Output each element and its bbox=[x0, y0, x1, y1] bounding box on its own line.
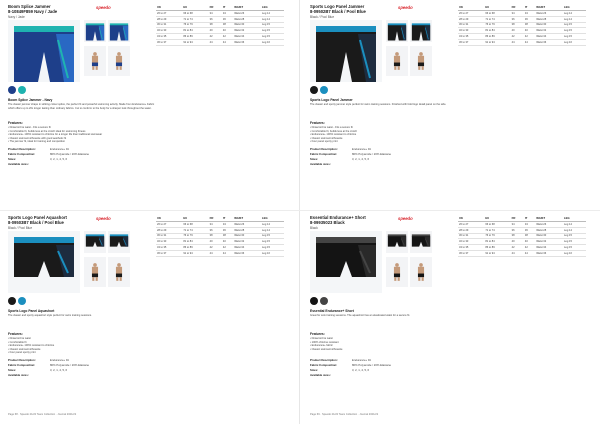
table-cell: 42 bbox=[222, 34, 233, 40]
table-cell: 91 to 94 bbox=[484, 250, 510, 256]
table-cell: Waist 26 bbox=[233, 11, 261, 17]
table-cell: 40 bbox=[511, 28, 524, 34]
color-swatch-primary bbox=[310, 86, 318, 94]
table-cell: Leg 15 bbox=[261, 239, 284, 245]
detail-label: Product Description: bbox=[8, 147, 36, 151]
table-cell: 40 bbox=[209, 239, 222, 245]
table-cell: Waist 30 bbox=[535, 22, 563, 28]
product-title: Boom Splice Jammer 8-10849F859 Navy / Jade bbox=[8, 4, 58, 14]
size-table-heading: EU bbox=[484, 215, 510, 222]
table-cell: 40 bbox=[524, 239, 535, 245]
table-cell: Waist 36 bbox=[233, 39, 261, 45]
table-cell: 66 to 68 bbox=[484, 11, 510, 17]
table-cell: 42 bbox=[511, 245, 524, 251]
table-cell: Waist 28 bbox=[233, 16, 261, 22]
product-panel bbox=[308, 215, 598, 415]
table-cell: 44 bbox=[222, 39, 233, 45]
thumbnail-garment bbox=[84, 20, 106, 42]
detail-label: Sizes: bbox=[8, 368, 17, 372]
size-table-heading: EU bbox=[182, 4, 208, 11]
detail-label: Product Description: bbox=[310, 358, 338, 362]
feature-item: • Drawcord tie waist - Fits a secure fit bbox=[310, 126, 353, 129]
table-cell: 38 bbox=[209, 233, 222, 239]
color-swatch-accent bbox=[18, 86, 26, 94]
table-cell: 34 to 35 bbox=[458, 245, 484, 251]
table-cell: 38 bbox=[511, 22, 524, 28]
table-cell: Waist 34 bbox=[535, 245, 563, 251]
table-cell: 38 bbox=[209, 22, 222, 28]
thumbnail-group bbox=[386, 20, 432, 80]
table-cell: 32 to 33 bbox=[458, 239, 484, 245]
feature-item: • Endurance+ 100% resistant to chlorine for a longer life than traditional swimwear bbox=[8, 133, 103, 136]
table-cell: Waist 26 bbox=[535, 11, 563, 17]
table-cell: 44 bbox=[524, 250, 535, 256]
page-spread-divider bbox=[299, 0, 300, 424]
thumbnail-garment bbox=[410, 231, 432, 253]
table-cell: 38 bbox=[222, 233, 233, 239]
thumbnail-model bbox=[410, 46, 432, 76]
detail-value: 3, 2, 1, 4, 5, 6 bbox=[50, 368, 68, 372]
detail-label: Available sizes: bbox=[310, 162, 331, 166]
feature-item: • Four panel sporty print bbox=[8, 351, 36, 354]
table-cell: 34 bbox=[222, 11, 233, 17]
table-cell: Waist 30 bbox=[535, 233, 563, 239]
table-cell: 38 bbox=[524, 22, 535, 28]
size-table-heading: LEG bbox=[261, 215, 284, 222]
table-cell: 34 bbox=[222, 222, 233, 228]
table-cell: 91 to 94 bbox=[182, 250, 208, 256]
table-cell: 71 to 74 bbox=[182, 16, 208, 22]
table-cell: Leg 15 bbox=[563, 245, 586, 251]
size-table-heading: IT bbox=[524, 215, 535, 222]
size-table-heading: FR bbox=[209, 4, 222, 11]
size-table-heading: FR bbox=[209, 215, 222, 222]
detail-value: 80% Polyamide / 20% Elastane bbox=[352, 363, 392, 367]
table-cell: 34 bbox=[511, 222, 524, 228]
table-cell: Waist 32 bbox=[535, 239, 563, 245]
feature-item: • 100% chlorine resistant bbox=[310, 340, 339, 344]
table-cell: Leg 14 bbox=[563, 11, 586, 17]
features-list bbox=[310, 337, 460, 351]
table-cell: 36 bbox=[524, 227, 535, 233]
table-cell: Waist 34 bbox=[233, 245, 261, 251]
table-cell: 40 bbox=[511, 239, 524, 245]
size-table bbox=[156, 4, 284, 46]
table-cell: 40 bbox=[524, 28, 535, 34]
table-cell: 81 to 84 bbox=[484, 239, 510, 245]
size-table-heading: LEG bbox=[563, 4, 586, 11]
table-cell: 44 bbox=[511, 39, 524, 45]
table-cell: 71 to 74 bbox=[484, 16, 510, 22]
size-table-heading: UK bbox=[458, 4, 484, 11]
table-cell: 30 to 31 bbox=[156, 22, 182, 28]
detail-label: Available sizes: bbox=[310, 373, 331, 377]
table-cell: Waist 32 bbox=[233, 28, 261, 34]
table-cell: 34 bbox=[524, 11, 535, 17]
table-cell: 91 to 94 bbox=[182, 39, 208, 45]
table-cell: Waist 36 bbox=[233, 250, 261, 256]
table-cell: Leg 15 bbox=[261, 34, 284, 40]
size-table bbox=[458, 215, 586, 257]
table-cell: 26 to 27 bbox=[156, 11, 182, 17]
features-list bbox=[8, 126, 158, 144]
description-heading: Essential Endurance+ Short bbox=[310, 309, 354, 313]
table-cell: 86 to 89 bbox=[484, 245, 510, 251]
table-cell: 76 to 79 bbox=[182, 233, 208, 239]
table-cell: 86 to 89 bbox=[182, 245, 208, 251]
table-cell: Leg 16 bbox=[563, 250, 586, 256]
table-cell: 40 bbox=[209, 28, 222, 34]
page-footer-right: Page 69 · Speedo 21/22 Team Collection · Journal 2021/22 bbox=[310, 413, 379, 416]
table-cell: 36 to 37 bbox=[156, 39, 182, 45]
table-cell: 42 bbox=[209, 245, 222, 251]
table-cell: 42 bbox=[511, 34, 524, 40]
table-cell: Leg 15 bbox=[261, 233, 284, 239]
table-cell: 30 to 31 bbox=[458, 22, 484, 28]
size-table-heading: WAIST bbox=[233, 215, 261, 222]
table-cell: 76 to 79 bbox=[182, 22, 208, 28]
features-list bbox=[8, 337, 158, 355]
table-cell: 71 to 74 bbox=[182, 227, 208, 233]
color-swatch-accent bbox=[320, 86, 328, 94]
table-cell: Leg 15 bbox=[261, 245, 284, 251]
product-colorway: Black / Pool Blue bbox=[310, 15, 335, 19]
thumbnail-model bbox=[84, 257, 106, 287]
detail-row bbox=[310, 373, 460, 378]
product-title: Sports Logo Panel Aquashort 8-09503B7 Black / Pool Blue bbox=[8, 215, 67, 225]
brand-logo: speedo bbox=[398, 5, 413, 10]
table-cell: 44 bbox=[209, 39, 222, 45]
detail-label: Fabric Composition: bbox=[310, 152, 338, 156]
table-cell: 34 bbox=[209, 222, 222, 228]
table-cell: 44 bbox=[511, 250, 524, 256]
thumbnail-garment bbox=[386, 231, 408, 253]
product-details bbox=[310, 147, 460, 167]
brand-logo: speedo bbox=[398, 216, 413, 221]
product-title: Sports Logo Panel Jammer 8-09502B7 Black / Pool Blue bbox=[310, 4, 366, 14]
description-text: Great for solo training sessions. The aquashort has an elasticated waist for a secure fit. bbox=[310, 314, 411, 317]
table-cell: 76 to 79 bbox=[484, 22, 510, 28]
size-table-heading: EU bbox=[484, 4, 510, 11]
brand-logo: speedo bbox=[96, 216, 111, 221]
color-swatch-accent bbox=[18, 297, 26, 305]
table-cell: Waist 32 bbox=[233, 239, 261, 245]
product-details bbox=[8, 358, 158, 378]
table-cell: 66 to 68 bbox=[182, 222, 208, 228]
table-cell: 36 bbox=[524, 16, 535, 22]
size-table-heading: IT bbox=[222, 215, 233, 222]
table-cell: Leg 14 bbox=[563, 227, 586, 233]
table-cell: 34 bbox=[524, 222, 535, 228]
detail-value: 3, 2, 1, 4, 5, 6 bbox=[352, 157, 370, 161]
detail-label: Product Description: bbox=[8, 358, 36, 362]
table-cell: Leg 16 bbox=[563, 39, 586, 45]
product-details bbox=[310, 358, 460, 378]
table-cell: Leg 15 bbox=[563, 239, 586, 245]
table-cell: 32 to 33 bbox=[156, 239, 182, 245]
feature-item: • Classic swimsuit silhouette bbox=[310, 136, 343, 140]
brand-logo: speedo bbox=[96, 5, 111, 10]
product-panel bbox=[6, 4, 296, 204]
table-cell: 26 to 27 bbox=[156, 222, 182, 228]
size-table-heading: WAIST bbox=[535, 4, 563, 11]
size-table-heading: WAIST bbox=[535, 215, 563, 222]
table-row bbox=[458, 250, 586, 256]
product-colorway: Black bbox=[310, 226, 318, 230]
table-cell: 32 to 33 bbox=[458, 28, 484, 34]
feature-item: • Classic swimsuit silhouette with good aesthetic fit bbox=[8, 136, 67, 140]
thumbnail-garment bbox=[410, 20, 432, 42]
table-cell: 91 to 94 bbox=[484, 39, 510, 45]
detail-value: Endurance+ Fit bbox=[352, 147, 372, 151]
table-cell: 76 to 79 bbox=[484, 233, 510, 239]
table-cell: Leg 15 bbox=[563, 22, 586, 28]
table-cell: 71 to 74 bbox=[484, 227, 510, 233]
detail-label: Fabric Composition: bbox=[310, 363, 338, 367]
table-cell: Waist 26 bbox=[535, 222, 563, 228]
detail-value: 80% Polyamide / 20% Elastane bbox=[50, 363, 90, 367]
table-cell: Waist 28 bbox=[535, 16, 563, 22]
size-table bbox=[156, 215, 284, 257]
size-table-heading: FR bbox=[511, 4, 524, 11]
table-cell: 40 bbox=[222, 28, 233, 34]
table-cell: 36 to 37 bbox=[458, 250, 484, 256]
detail-label: Sizes: bbox=[8, 157, 17, 161]
detail-value: 80% Polyamide / 20% Elastane bbox=[352, 152, 392, 156]
table-cell: Waist 36 bbox=[535, 250, 563, 256]
features-heading: Features: bbox=[310, 332, 325, 336]
table-cell: 34 bbox=[511, 11, 524, 17]
product-colorway: Navy / Jade bbox=[8, 15, 25, 19]
thumbnail-model bbox=[386, 46, 408, 76]
table-cell: Leg 15 bbox=[563, 28, 586, 34]
detail-value: 80% Polyamide / 20% Elastane bbox=[50, 152, 90, 156]
table-cell: Waist 30 bbox=[233, 233, 261, 239]
thumbnail-group bbox=[84, 20, 130, 80]
table-cell: Waist 28 bbox=[233, 227, 261, 233]
description-heading: Sports Logo Panel Aquashort bbox=[8, 309, 55, 313]
table-cell: 28 to 29 bbox=[156, 227, 182, 233]
product-image bbox=[310, 231, 382, 293]
table-cell: 36 bbox=[511, 227, 524, 233]
feature-item: • Classic swimsuit silhouette bbox=[8, 347, 41, 351]
table-cell: Leg 15 bbox=[261, 28, 284, 34]
table-cell: 34 bbox=[209, 11, 222, 17]
thumbnail-model bbox=[108, 257, 130, 287]
detail-row bbox=[8, 162, 158, 167]
table-cell: 28 to 29 bbox=[458, 16, 484, 22]
features-heading: Features: bbox=[8, 332, 23, 336]
table-cell: Waist 28 bbox=[535, 227, 563, 233]
table-cell: 44 bbox=[524, 39, 535, 45]
page-footer-left: Page 68 · Speedo 21/22 Team Collection · Journal 2021/22 bbox=[8, 413, 77, 416]
table-cell: 36 to 37 bbox=[458, 39, 484, 45]
feature-item: • Drawcord tie waist bbox=[8, 337, 31, 340]
table-cell: Leg 16 bbox=[261, 250, 284, 256]
feature-item: • Drawcord tie waist bbox=[310, 337, 333, 340]
size-table-heading: IT bbox=[524, 4, 535, 11]
feature-item: • Endurance+ fabric bbox=[310, 344, 333, 347]
table-cell: 34 to 35 bbox=[156, 34, 182, 40]
table-cell: 38 bbox=[524, 233, 535, 239]
product-title: Essential Endurance+ Short 8-09935023 Black bbox=[310, 215, 366, 225]
table-row bbox=[458, 39, 586, 45]
feature-item: • Comfortable fit, builds less at the crotch ideal for swimming fitness bbox=[8, 129, 86, 133]
size-table-heading: UK bbox=[156, 215, 182, 222]
table-cell: 36 to 37 bbox=[156, 250, 182, 256]
feature-item: • Drawcord tie waist - Fits a secure fit bbox=[8, 126, 51, 129]
detail-value: Endurance+ Fit bbox=[50, 358, 70, 362]
thumbnail-model bbox=[84, 46, 106, 76]
table-cell: 66 to 68 bbox=[182, 11, 208, 17]
features-heading: Features: bbox=[8, 121, 23, 125]
table-cell: 42 bbox=[209, 34, 222, 40]
description-heading: Sports Logo Panel Jammer bbox=[310, 98, 353, 102]
thumbnail-garment bbox=[386, 20, 408, 42]
table-cell: Waist 34 bbox=[233, 34, 261, 40]
size-table-heading: UK bbox=[458, 215, 484, 222]
table-cell: 34 to 35 bbox=[458, 34, 484, 40]
table-cell: 81 to 84 bbox=[182, 239, 208, 245]
table-cell: Leg 14 bbox=[261, 11, 284, 17]
size-table-heading: EU bbox=[182, 215, 208, 222]
thumbnail-model bbox=[410, 257, 432, 287]
thumbnail-group bbox=[386, 231, 432, 291]
color-swatch-accent bbox=[320, 297, 328, 305]
feature-item: • Comfortable fit bbox=[8, 340, 27, 344]
table-cell: 38 bbox=[511, 233, 524, 239]
table-cell: 42 bbox=[524, 34, 535, 40]
table-cell: 42 bbox=[524, 245, 535, 251]
thumbnail-garment bbox=[108, 20, 130, 42]
table-cell: Leg 14 bbox=[261, 222, 284, 228]
row-divider bbox=[0, 210, 600, 211]
product-colorway: Black / Pool Blue bbox=[8, 226, 33, 230]
detail-label: Fabric Composition: bbox=[8, 363, 36, 367]
product-panel bbox=[6, 215, 296, 415]
table-cell: 34 to 35 bbox=[156, 245, 182, 251]
feature-item: • The jammer fit, ideal for training and competition bbox=[8, 140, 66, 143]
detail-value: Endurance+ Fit bbox=[352, 358, 372, 362]
feature-item: • Comfortable fit, builds less at the crotch bbox=[310, 129, 358, 133]
table-cell: 28 to 29 bbox=[458, 227, 484, 233]
detail-label: Available sizes: bbox=[8, 373, 29, 377]
detail-row bbox=[310, 162, 460, 167]
table-cell: 36 bbox=[222, 16, 233, 22]
table-cell: 44 bbox=[209, 250, 222, 256]
table-cell: Leg 15 bbox=[261, 22, 284, 28]
table-cell: Waist 26 bbox=[233, 222, 261, 228]
thumbnail-group bbox=[84, 231, 130, 291]
table-cell: Leg 15 bbox=[563, 233, 586, 239]
detail-row bbox=[8, 373, 158, 378]
table-row bbox=[156, 39, 284, 45]
table-cell: 44 bbox=[222, 250, 233, 256]
detail-label: Available sizes: bbox=[8, 162, 29, 166]
detail-value: 3, 2, 1, 4, 5, 6 bbox=[352, 368, 370, 372]
features-heading: Features: bbox=[310, 121, 325, 125]
detail-label: Sizes: bbox=[310, 368, 319, 372]
table-cell: 30 to 31 bbox=[458, 233, 484, 239]
description-text: The classic and sporty aquashort style perfect for swim training sessions. bbox=[8, 314, 92, 317]
table-cell: 66 to 68 bbox=[484, 222, 510, 228]
table-row bbox=[156, 250, 284, 256]
detail-value: Endurance+ Fit bbox=[50, 147, 70, 151]
table-cell: 86 to 89 bbox=[182, 34, 208, 40]
table-cell: Leg 14 bbox=[563, 222, 586, 228]
table-cell: Waist 34 bbox=[535, 34, 563, 40]
table-cell: 28 to 29 bbox=[156, 16, 182, 22]
product-image bbox=[8, 231, 80, 293]
table-cell: 40 bbox=[222, 239, 233, 245]
product-image bbox=[8, 20, 80, 82]
table-cell: Waist 36 bbox=[535, 39, 563, 45]
table-cell: Leg 14 bbox=[563, 16, 586, 22]
table-cell: 36 bbox=[209, 227, 222, 233]
table-cell: 26 to 27 bbox=[458, 11, 484, 17]
thumbnail-model bbox=[108, 46, 130, 76]
features-list bbox=[310, 126, 460, 144]
table-cell: 42 bbox=[222, 245, 233, 251]
thumbnail-garment bbox=[108, 231, 130, 253]
color-swatch-primary bbox=[310, 297, 318, 305]
size-table bbox=[458, 4, 586, 46]
detail-label: Fabric Composition: bbox=[8, 152, 36, 156]
table-cell: 38 bbox=[222, 22, 233, 28]
product-panel bbox=[308, 4, 598, 204]
size-table-heading: LEG bbox=[261, 4, 284, 11]
feature-item: • Four panel sporty print bbox=[310, 140, 338, 143]
table-cell: Leg 15 bbox=[563, 34, 586, 40]
table-cell: 30 to 31 bbox=[156, 233, 182, 239]
description-heading: Boom Splice Jammer - Navy bbox=[8, 98, 53, 102]
table-cell: Leg 16 bbox=[261, 39, 284, 45]
detail-label: Sizes: bbox=[310, 157, 319, 161]
table-cell: 86 to 89 bbox=[484, 34, 510, 40]
table-cell: Waist 30 bbox=[233, 22, 261, 28]
table-cell: 81 to 84 bbox=[484, 28, 510, 34]
table-cell: Leg 14 bbox=[261, 16, 284, 22]
table-cell: 36 bbox=[222, 227, 233, 233]
feature-item: • Classic swimsuit silhouette bbox=[310, 347, 343, 351]
table-cell: Waist 32 bbox=[535, 28, 563, 34]
feature-item: • Endurance+ 100% resistant to chlorine bbox=[8, 344, 55, 347]
color-swatch-primary bbox=[8, 86, 16, 94]
table-cell: 81 to 84 bbox=[182, 28, 208, 34]
detail-value: 3, 2, 1, 4, 5, 6 bbox=[50, 157, 68, 161]
table-cell: 36 bbox=[209, 16, 222, 22]
size-table-heading: IT bbox=[222, 4, 233, 11]
thumbnail-model bbox=[386, 257, 408, 287]
thumbnail-garment bbox=[84, 231, 106, 253]
product-image bbox=[310, 20, 382, 82]
table-cell: 26 to 27 bbox=[458, 222, 484, 228]
color-swatch-primary bbox=[8, 297, 16, 305]
product-details bbox=[8, 147, 158, 167]
description-text: The classic jammer shape in striking colour splice, the perfect fit and powerful swimming activity. Made from Endurance+ Fabric which offers up to 20x longer lasting than ordinary fabrics. Cut to conform to the body for a sharper look throughout the water. bbox=[8, 103, 155, 110]
description-text: The classic and sporty jammer style perfect for swim training sessions. Finished with bold logo detail panel on the side. bbox=[310, 103, 447, 106]
feature-item: • Endurance+ 100% resistant to chlorine bbox=[310, 133, 357, 136]
table-cell: Leg 14 bbox=[261, 227, 284, 233]
size-table-heading: UK bbox=[156, 4, 182, 11]
table-cell: 32 to 33 bbox=[156, 28, 182, 34]
size-table-heading: WAIST bbox=[233, 4, 261, 11]
detail-label: Product Description: bbox=[310, 147, 338, 151]
table-cell: 36 bbox=[511, 16, 524, 22]
size-table-heading: FR bbox=[511, 215, 524, 222]
size-table-heading: LEG bbox=[563, 215, 586, 222]
